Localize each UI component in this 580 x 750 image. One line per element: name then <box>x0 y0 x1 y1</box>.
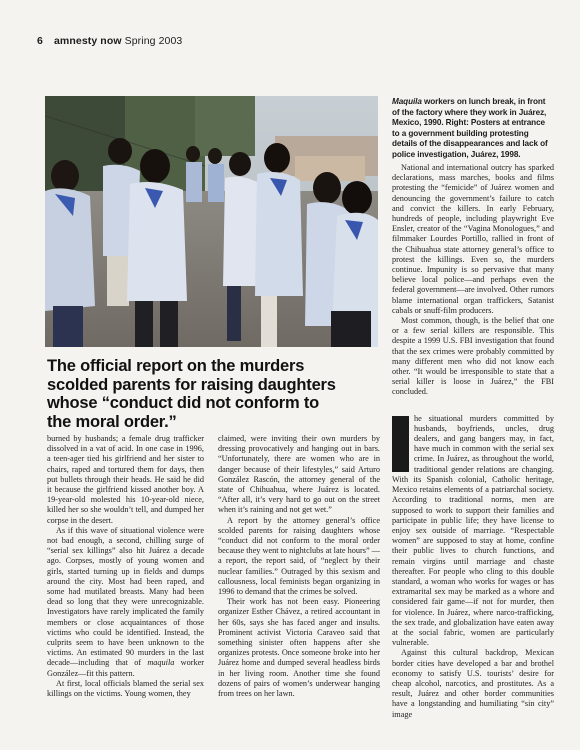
paragraph: A report by the attorney general’s office scolded parents for raising daughters whose “conduct did not conform to the moral order because they went to nightclubs at late hours” —a report, the report said, of “neglect by their nuclear families.” Outraged by this sexism and callousness, local feminists began organizing in 1996 to demand that the crimes be solved. <box>218 515 380 597</box>
paragraph: Against this cultural backdrop, Mexican border cities have developed a bar and brothel economy to satisfy U.S. tourists’ desire for cheap alcohol, narcotics, and prostitutes. As a result, Juárez and other border communities have a longstanding and humiliating “sin city” image <box>392 648 554 719</box>
paragraph-text-end: worker González—fit this pattern. <box>47 658 204 678</box>
article-column-2 <box>218 434 380 699</box>
paragraph <box>47 526 204 679</box>
article-column-1 <box>47 434 204 699</box>
paragraph-text: As if this wave of situational violence were not bad enough, a second, chilling surge of “serial sex killings” also hit Juárez a decade ago. Corpses, mostly of young women and girls, started turning up in fields and dumps around the city. Most had been raped, and some had mutilated breasts. Many had been dead so long that they were unrecognizable. Investigators have rarely implicated the family members or close acquaintances of those victims who could be identified. Instead, the culprits seem to have been unknown to the victims. An estimated 90 murders in the last decade—including that of <box>47 525 204 668</box>
dropcap-letter: T <box>392 416 409 472</box>
paragraph: National and international outcry has sparked declarations, mass marches, books and films protesting the “femicide” of Juárez women and denouncing the government’s failure to catch and convict the killers. In early February, hundreds of people, including playwright Eve Ensler, creator of the “Vagina Monologues,” and filmmaker Lourdes Portillo, rallied in front of the Chihuahua state attorney general’s office to protest the killings. Even so, the murders continue. Impunity is so pervasive that many believe local police—and perhaps even the federal government—are involved. Other rumors blame international organ traffickers, Satanist cabals or snuff-film producers. <box>392 163 554 315</box>
pull-quote: The official report on the murders scolded parents for raising daughters whose “conduct did not conform to the moral order.” <box>47 357 336 431</box>
paragraph: burned by husbands; a female drug trafficker dissolved in a vat of acid. In one case in 1996, a teen-ager tied his girlfriend and her sister to chairs, raped and tortured them for days, then put bullets through their heads. He said he did it because the girlfriend kissed another boy. A 19-year-old molested his 10-year-old niece, killed her so she wouldn’t tell, and dumped her corpse in the desert. <box>47 434 204 525</box>
photo-illustration <box>45 96 378 347</box>
page-number: 6 <box>37 35 43 47</box>
caption-text: workers on lunch break, in front of the factory where they work in Juárez, Mexico, 1990. Right: Posters at entrance to a government building protesting details of the disappearances and lack of police investigation, Juárez, 1998. <box>392 97 548 159</box>
paragraph: Their work has not been easy. Pioneering organizer Esther Chávez, a retired accountant in her 60s, says she has faced anger and insults. Prominent activist Victoria Caraveo said that something sinister often happens after she organizes protests. Once someone broke into her Juárez home and dumped several headless birds in her living room. Another time she found dozens of pairs of women’s underwear hanging from trees on her lawn. <box>218 597 380 699</box>
paragraph: At first, local officials blamed the serial sex killings on the victims. Young women, they <box>47 678 204 699</box>
paragraph: Most common, though, is the belief that one or a few serial killers are responsible. This despite a 1999 U.S. FBI investigation that found that the sex crimes were probably committed by many different men who did not know each other. “It would be irresponsible to state that a serial killer is loose in Juárez,” the FBI concluded. <box>392 316 554 397</box>
page-header <box>37 35 182 47</box>
article-column-3 <box>392 163 554 720</box>
caption-lead: Maquila <box>392 97 422 106</box>
paragraph-emphasis: maquila <box>147 658 175 668</box>
paragraph: claimed, were inviting their own murders by dressing provocatively and hanging out in bars. “Unfortunately, there are women who are in danger because of their lifestyles,” said Arturo González Rascón, the attorney general of the state of Chihuahua, where Juárez is located. “After all, it’s very hard to go out on the street when it’s raining and not get wet.” <box>218 434 380 515</box>
dropcap-section <box>392 414 554 649</box>
magazine-name: amnesty now <box>53 35 122 47</box>
issue-date: Spring 2003 <box>124 35 183 47</box>
maquila-workers-photo <box>45 96 378 347</box>
paragraph: he situational murders committed by husbands, boyfriends, uncles, drug dealers, and gang bangers may, in fact, have much in common with the serial sex crime. In Juárez, as throughout the world, traditional gender relations are changing. With its Spanish colonial, Catholic heritage, Mexico retains elements of a patriarchal society. According to traditional norms, men are supposed to work to support their families and participate in public life; they have license to enjoy sex outside of marriage. “Respectable women” are supposed to stay at home, confine their public lives to church functions, and remain virgins until marriage and chaste thereafter. For people who cling to this double standard, a woman who works for wages or has extramarital sex may be marked as a whore and considered fair game—if not for murder, then for violence. In Juárez, where narco-trafficking, the sex trade, and globalization have eaten away at the social fabric, women are particularly vulnerable. <box>392 413 554 648</box>
photo-caption <box>392 97 552 161</box>
